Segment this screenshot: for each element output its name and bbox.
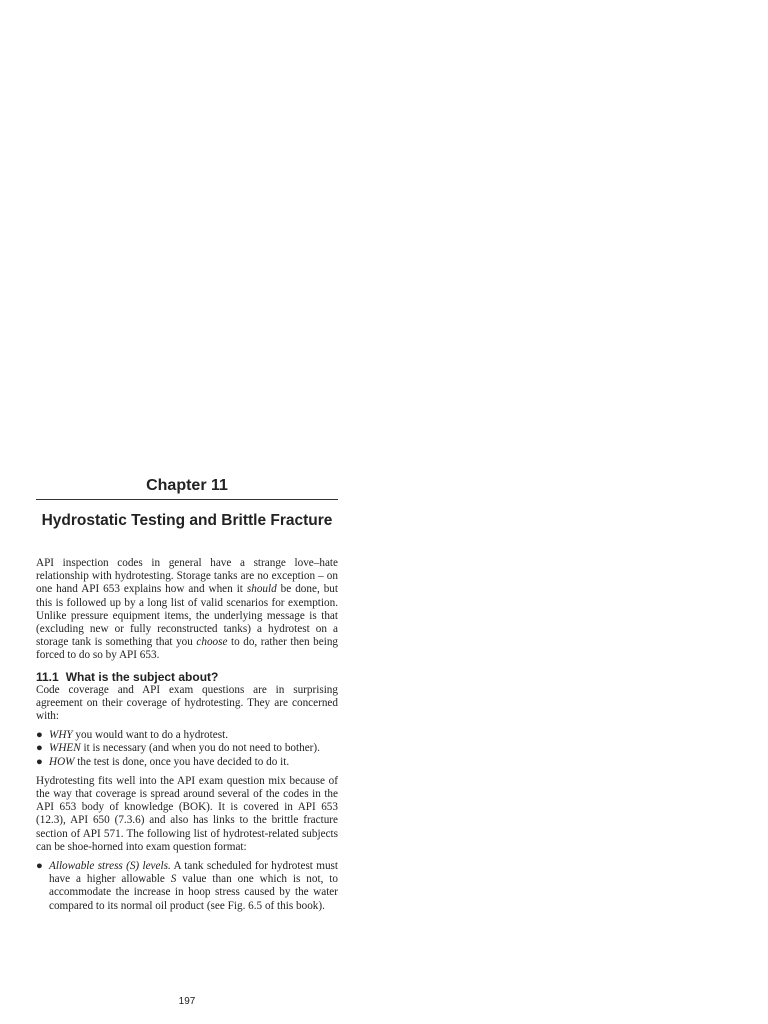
chapter-rule [36,499,338,500]
bullet-icon: ● [36,860,43,873]
subject-list [36,860,338,913]
list-item [36,756,338,769]
list-item-emphasis: HOW [49,755,75,768]
list-item [36,729,338,742]
list-item-emphasis-s: S [170,873,177,886]
concern-list [36,729,338,769]
bullet-icon: ● [36,729,43,742]
section-paragraph-2: Hydrotesting fits well into the API exam question mix because of the way that coverage is spread around several of the codes in the API 653 body of knowledge (BOK). It is covered in API 653 (12.3), API 650 (7.3.6) and also has links to the brittle fracture section of API 571. The following list of hydrotest-related subjects can be shoe-horned into exam question format: [36,774,338,853]
list-item [36,860,338,913]
intro-text-1: API inspection codes in general have a strange love–hate relationship with hydrotesting. Storage tanks are no exception – on one hand API 653 explains how and when it [36,557,338,596]
book-page [36,0,338,1024]
bullet-icon: ● [36,755,43,768]
intro-paragraph [36,557,338,663]
list-item-text: you would want to do a hydrotest. [72,729,228,742]
intro-emphasis-should: should [246,583,277,596]
chapter-title: Hydrostatic Testing and Brittle Fracture [41,512,333,529]
section-heading [36,670,338,684]
list-item-text: A tank scheduled for hydrotest must have a higher allowable [49,860,339,886]
chapter-label: Chapter 11 [146,477,228,494]
page-number: 197 [178,996,196,1007]
section-title: What is the subject about? [65,669,219,684]
intro-emphasis-choose: choose [196,636,228,649]
list-item-emphasis: WHEN [49,742,81,755]
list-item-text: the test is done, once you have decided to do it. [74,755,290,768]
body-text [36,557,338,919]
list-item-text: it is necessary (and when you do not need to bother). [80,742,320,755]
intro-text-3: to do, rather then being forced to do so by API 653. [36,636,339,662]
section-paragraph: Code coverage and API exam questions are in surprising agreement on their coverage of hydrotesting. They are concerned with: [36,683,338,723]
list-item-emphasis: Allowable stress (S) levels. [49,860,171,873]
list-item [36,742,338,755]
list-item-emphasis: WHY [49,729,73,742]
bullet-icon: ● [36,742,43,755]
section-number: 11.1 [36,669,59,684]
intro-text-2: be done, but this is followed up by a long list of valid scenarios for exemption. Unlike pressure equipment items, the underlying message is that (excluding new or fully reconstructed tanks) a hydrotest on a storage tank is something that you [36,583,338,649]
list-item-text-2: value than one which is not, to accommodate the increase in hoop stress caused by the water compared to its normal oil product (see Fig. 6.5 of this book). [49,873,338,912]
